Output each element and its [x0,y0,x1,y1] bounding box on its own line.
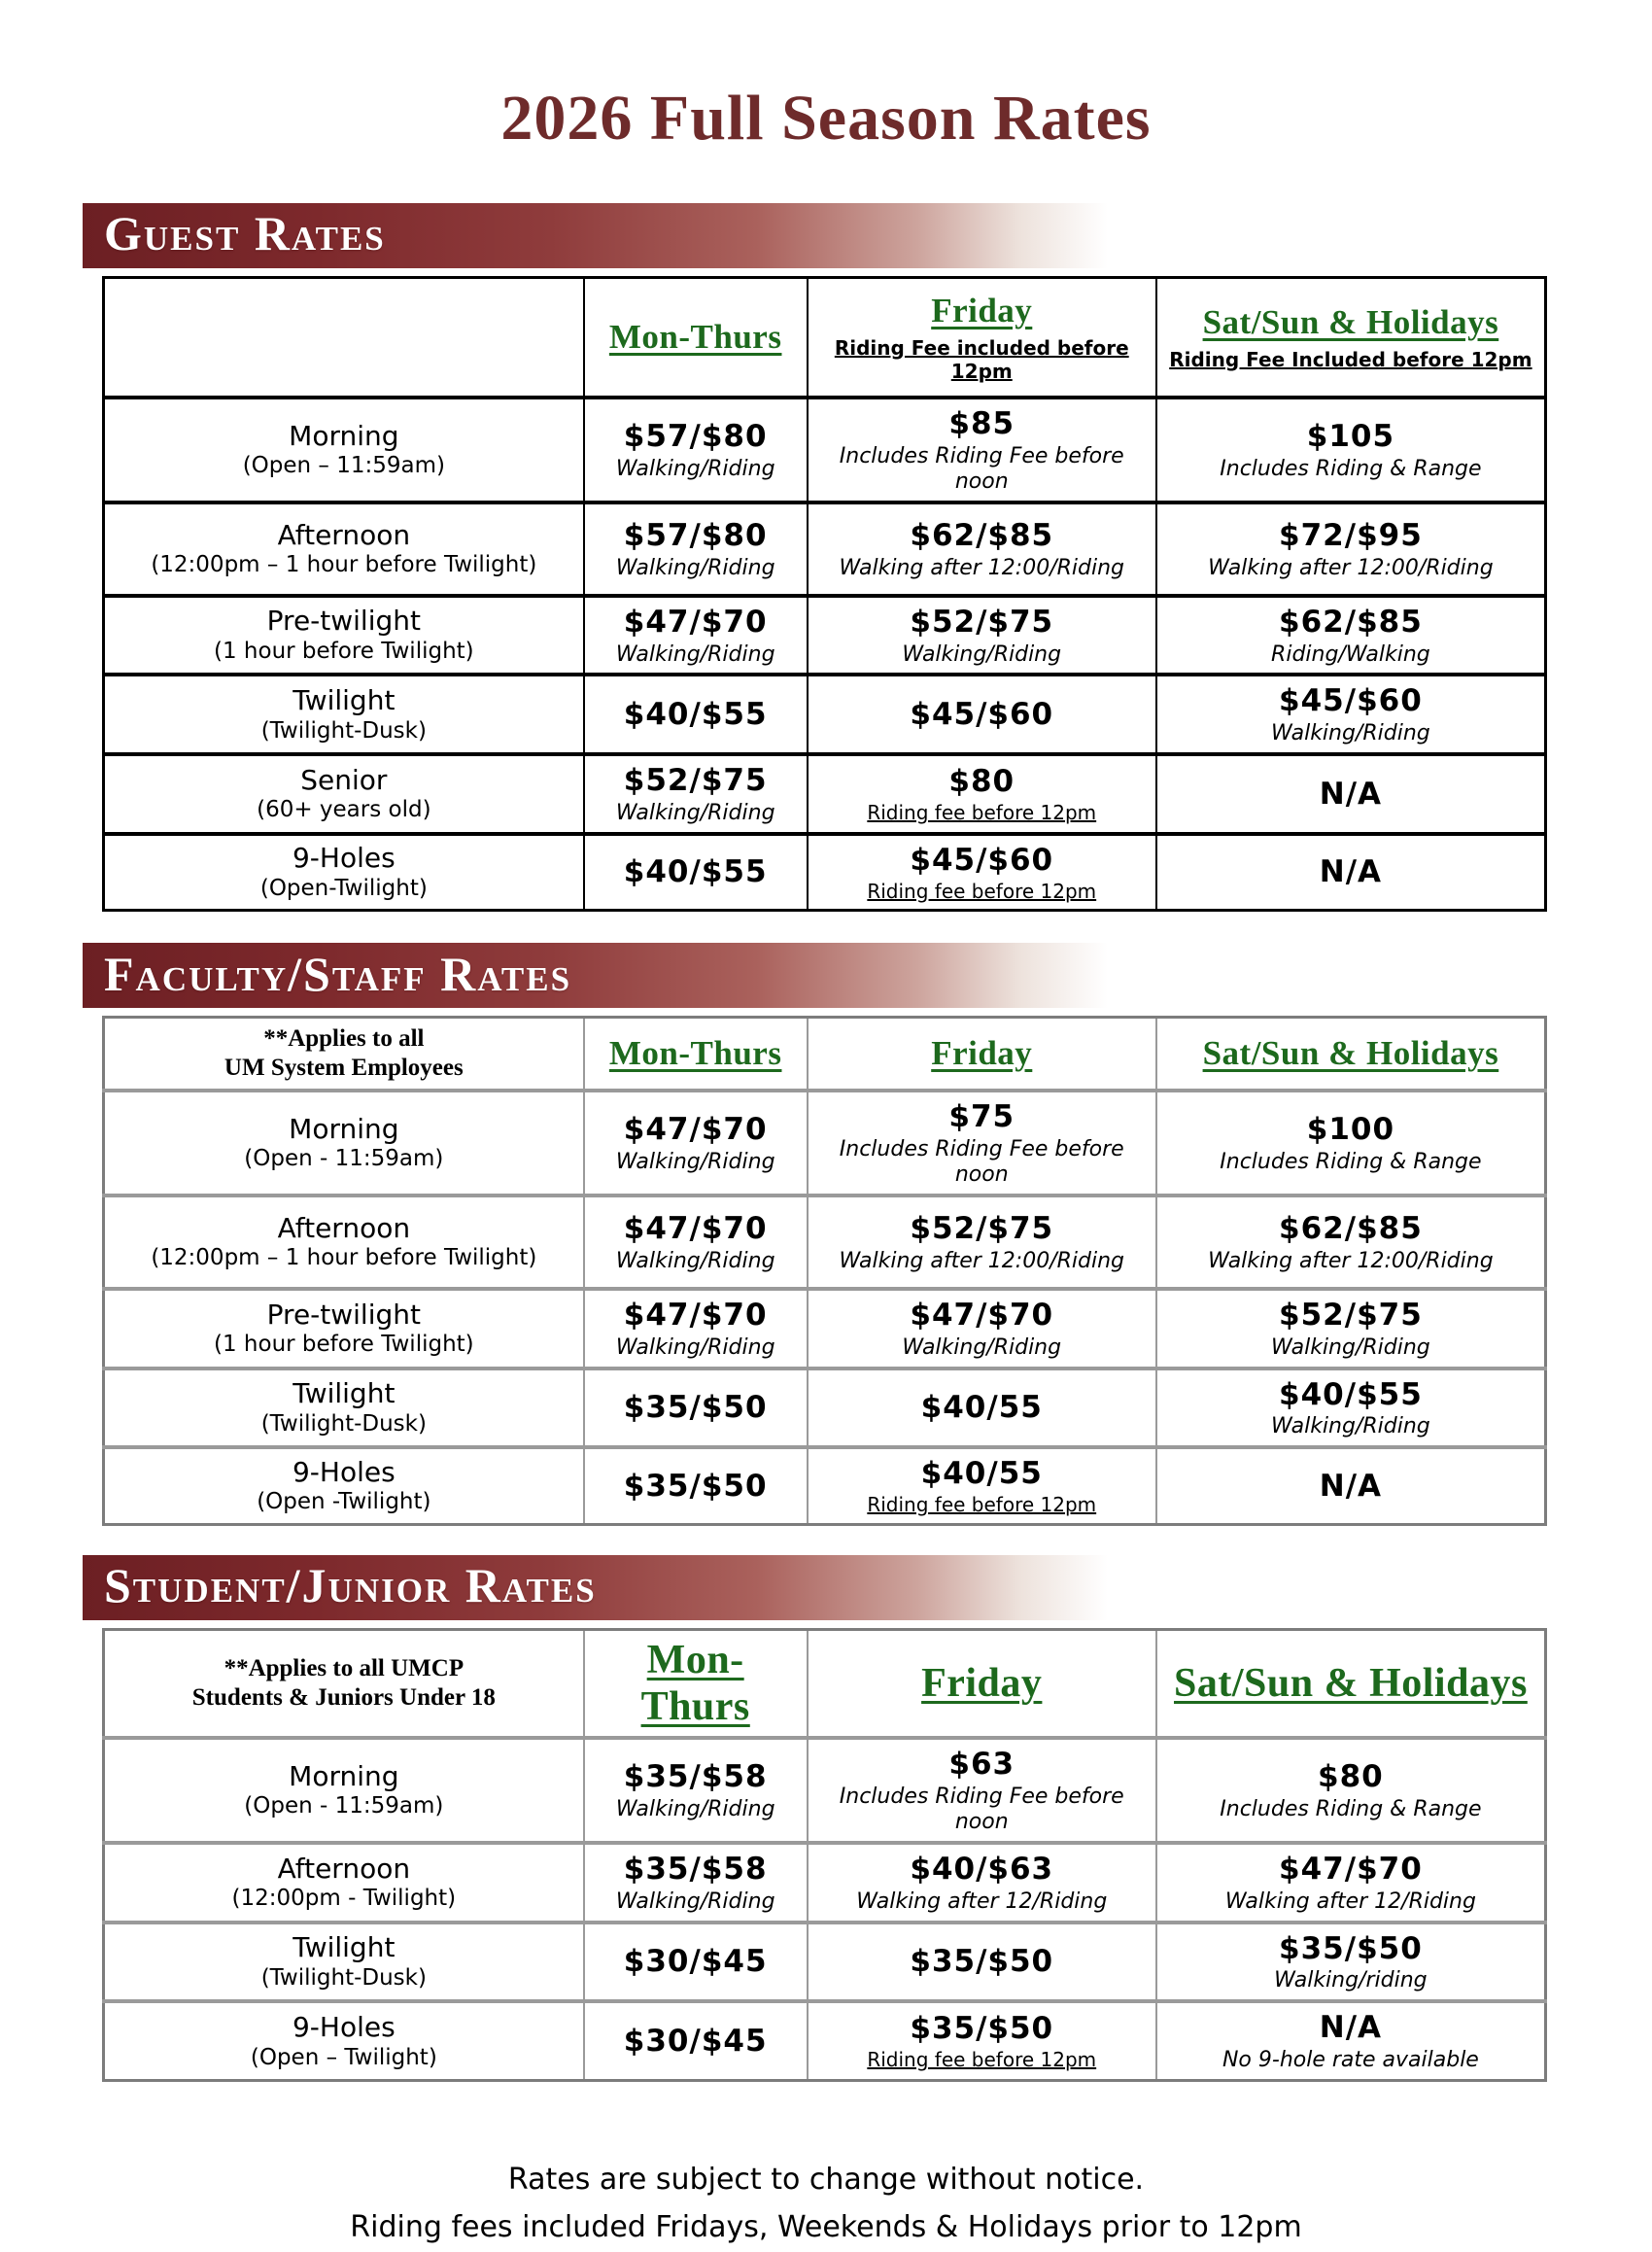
row-label-cell [104,2001,584,2080]
rate-cell [1156,1923,1546,2002]
rate-price: $75 [948,1099,1015,1135]
row-label: 9-Holes [292,842,396,875]
rate-note: Walking/Riding [1271,1414,1430,1439]
column-header-label: Mon-Thurs [608,317,782,356]
rate-note: Walking after 12/Riding [1224,1888,1476,1914]
corner-cell [104,1018,584,1091]
column-header-label: Sat/Sun & Holidays [1202,1034,1499,1073]
rate-note: Includes Riding & Range [1220,1149,1482,1174]
rate-note: Riding fee before 12pm [867,1493,1097,1517]
rate-cell [808,834,1156,911]
rate-price: $35/$50 [910,1944,1054,1980]
rate-price: $80 [948,764,1015,800]
row-label-cell [104,1447,584,1524]
rate-note: Walking/Riding [615,555,775,580]
rate-note: Walking/Riding [902,1334,1062,1360]
rate-price: N/A [1319,1468,1383,1504]
rate-price: $62/$85 [1279,604,1423,640]
corner-text: Students & Juniors Under 18 [191,1683,496,1711]
rate-cell [1156,596,1546,676]
row-label: Pre-twilight [266,605,421,638]
rate-cell [808,1369,1156,1448]
rate-row-twilight [104,1369,1546,1448]
rate-price: $30/$45 [623,1944,768,1980]
row-label-cell [104,1843,584,1923]
rate-price: $52/$75 [1279,1297,1423,1333]
column-header-label: Sat/Sun & Holidays [1174,1660,1528,1706]
rate-cell [808,1091,1156,1195]
corner-cell [104,1629,584,1738]
rate-cell [584,1843,808,1923]
rate-row-pre-twilight [104,1289,1546,1369]
row-label-cell [104,398,584,502]
rate-cell [584,502,808,596]
row-label: 9-Holes [292,2010,396,2043]
rate-cell [584,398,808,502]
column-header-label: Friday [921,1660,1043,1706]
column-header-subnote: Riding Fee Included before 12pm [1169,347,1532,371]
rate-note: Walking/Riding [615,1334,775,1360]
section-banner-faculty [83,943,1547,1008]
rate-note: No 9-hole rate available [1222,2048,1479,2073]
rate-row-morning [104,1091,1546,1195]
rate-cell [1156,675,1546,754]
rate-cell [808,754,1156,834]
rate-price: $57/$80 [623,419,768,455]
rate-price: $40/$55 [1279,1376,1423,1412]
rate-cell [808,502,1156,596]
rate-cell [1156,1738,1546,1843]
section-student [83,1555,1547,2082]
column-header-sat-sun-holidays [1156,1018,1546,1091]
section-guest [83,203,1547,913]
rate-note: Includes Riding & Range [1220,456,1482,481]
rate-cell [808,1843,1156,1923]
row-sublabel: (12:00pm – 1 hour before Twilight) [151,1245,537,1271]
rate-note: Walking/Riding [615,456,775,481]
rate-price: $62/$85 [910,517,1054,553]
rate-note: Riding fee before 12pm [867,879,1097,903]
corner-text: UM System Employees [224,1055,464,1082]
row-label: Twilight [293,684,396,717]
rate-price: $40/$55 [623,696,768,732]
rate-note: Includes Riding & Range [1220,1796,1482,1821]
rate-row-twilight [104,675,1546,754]
rate-price: $63 [948,1747,1015,1783]
row-label-cell [104,754,584,834]
rates-table-guest [102,276,1547,913]
rate-cell [808,596,1156,676]
rate-note: Walking/Riding [615,1248,775,1273]
rate-note: Includes Riding Fee before noon [839,1136,1124,1187]
rate-cell [584,1923,808,2002]
rate-price: $47/$70 [910,1297,1054,1333]
rate-note: Walking/Riding [1271,721,1430,746]
rate-price: $35/$50 [910,2011,1054,2047]
rates-page [0,83,1652,2245]
rate-cell [1156,834,1546,911]
row-label: Twilight [293,1377,396,1410]
rate-note: Includes Riding Fee before noon [839,443,1124,494]
rate-row-afternoon [104,1843,1546,1923]
row-label-cell [104,596,584,676]
row-label: Pre-twilight [266,1298,421,1331]
column-header-label: Sat/Sun & Holidays [1202,302,1499,341]
row-label-cell [104,1738,584,1843]
rate-row-9-holes [104,1447,1546,1524]
rate-price: $35/$50 [1279,1930,1423,1966]
rate-row-afternoon [104,502,1546,596]
rate-price: $47/$70 [623,1112,768,1148]
rate-price: N/A [1319,854,1383,890]
rate-cell [808,398,1156,502]
rate-price: $52/$75 [910,604,1054,640]
rate-cell [1156,1091,1546,1195]
rate-price: $85 [948,406,1015,442]
column-header-label: Mon-Thurs [608,1034,782,1073]
section-banner-guest [83,203,1547,268]
row-sublabel: (Open -Twilight) [257,1489,431,1515]
column-header-sat-sun-holidays [1156,1629,1546,1738]
page-title: 2026 Full Season Rates [500,83,1152,154]
row-label: Senior [300,763,388,796]
table-header-row [104,1629,1546,1738]
rate-cell [808,675,1156,754]
rate-cell [584,1369,808,1448]
column-header-sat-sun-holidays [1156,277,1546,398]
section-title-student: Student/Junior Rates [104,1558,597,1613]
row-sublabel: (12:00pm - Twilight) [231,1886,457,1912]
column-header-friday [808,1629,1156,1738]
corner-text: **Applies to all UMCP [224,1654,465,1681]
rate-cell [1156,1195,1546,1289]
row-label-cell [104,1195,584,1289]
column-header-label: Friday [931,291,1033,329]
rate-price: $30/$45 [623,2023,768,2059]
rate-cell [808,1923,1156,2002]
section-title-guest: Guest Rates [104,206,386,261]
rate-price: $52/$75 [623,763,768,799]
rate-cell [808,1195,1156,1289]
section-faculty [83,943,1547,1525]
rate-cell [1156,502,1546,596]
row-label-cell [104,1091,584,1195]
rate-note: Riding fee before 12pm [867,2048,1097,2072]
rate-note: Walking/Riding [615,1796,775,1821]
rate-price: $35/$50 [623,1390,768,1426]
rate-price: $72/$95 [1279,517,1423,553]
rate-price: $47/$70 [623,1297,768,1333]
rate-note: Walking/Riding [1271,1334,1430,1360]
rate-cell [584,596,808,676]
footer-line-2: Riding fees included Fridays, Weekends & Holidays prior to 12pm [350,2210,1302,2245]
rate-cell [1156,754,1546,834]
rate-price: $47/$70 [623,604,768,640]
rate-price: $47/$70 [1279,1851,1423,1887]
rates-table-faculty [102,1016,1547,1525]
row-label: Afternoon [277,518,411,551]
row-sublabel: (Open – 11:59am) [242,453,445,479]
column-header-mon-thurs [584,1018,808,1091]
row-label-cell [104,675,584,754]
rate-cell [1156,1447,1546,1524]
section-banner-student [83,1555,1547,1620]
rate-price: $40/$63 [910,1851,1054,1887]
row-sublabel: (Open-Twilight) [259,875,428,901]
rate-cell [808,1738,1156,1843]
row-label: Twilight [293,1931,396,1964]
rate-row-9-holes [104,2001,1546,2080]
rate-cell [584,1195,808,1289]
row-sublabel: (Open - 11:59am) [244,1793,444,1819]
rate-price: N/A [1319,776,1383,812]
row-label: Morning [289,419,399,452]
rate-price: $45/$60 [910,696,1054,732]
column-header-mon-thurs [584,277,808,398]
rate-cell [1156,1289,1546,1369]
rate-price: $40/$55 [623,854,768,890]
rate-note: Riding fee before 12pm [867,801,1097,825]
row-sublabel: (Twilight-Dusk) [260,717,427,744]
row-label-cell [104,1289,584,1369]
row-sublabel: (1 hour before Twilight) [214,1332,474,1358]
rate-row-9-holes [104,834,1546,911]
rate-cell [584,1738,808,1843]
row-label-cell [104,502,584,596]
rate-note: Walking after 12:00/Riding [839,1248,1125,1273]
rate-note: Includes Riding Fee before noon [839,1784,1124,1834]
rate-price: $47/$70 [623,1211,768,1246]
row-label-cell [104,834,584,911]
row-sublabel: (Twilight-Dusk) [260,1410,427,1437]
rate-price: $40/55 [920,1390,1043,1426]
rate-price: N/A [1319,2010,1383,2046]
column-header-mon-thurs [584,1629,808,1738]
rate-cell [808,1289,1156,1369]
rate-row-afternoon [104,1195,1546,1289]
rate-price: $52/$75 [910,1211,1054,1246]
rate-note: Walking/riding [1274,1968,1428,1993]
rates-table-student [102,1628,1547,2082]
rate-cell [1156,398,1546,502]
corner-text: **Applies to all [263,1025,425,1053]
rate-cell [1156,1369,1546,1448]
rate-cell [1156,1843,1546,1923]
rate-price: $40/55 [920,1456,1043,1492]
column-header-friday [808,277,1156,398]
footer-note [0,2156,1652,2252]
rate-price: $45/$60 [910,842,1054,878]
rate-price: $100 [1306,1112,1395,1148]
section-title-faculty: Faculty/Staff Rates [104,946,572,1001]
rate-row-senior [104,754,1546,834]
rate-note: Walking/Riding [615,1149,775,1174]
row-label-cell [104,1369,584,1448]
rate-row-pre-twilight [104,596,1546,676]
table-header-row [104,277,1546,398]
rate-cell [584,675,808,754]
rate-note: Walking after 12:00/Riding [839,555,1125,580]
rate-note: Walking/Riding [615,641,775,667]
rate-note: Walking after 12:00/Riding [1208,1248,1494,1273]
rate-cell [584,1447,808,1524]
rate-price: $35/$58 [623,1759,768,1795]
rate-price: $105 [1306,419,1395,455]
rate-price: $80 [1318,1759,1384,1795]
rate-cell [584,1289,808,1369]
rate-row-morning [104,1738,1546,1843]
footer-line-1: Rates are subject to change without notice. [507,2162,1145,2197]
rate-price: $35/$50 [623,1468,768,1504]
rate-note: Walking after 12:00/Riding [1208,555,1494,580]
column-header-label: Mon-Thurs [640,1637,750,1729]
corner-cell [104,277,584,398]
rate-cell [808,2001,1156,2080]
rate-price: $35/$58 [623,1851,768,1887]
rate-cell [584,754,808,834]
row-sublabel: (1 hour before Twilight) [214,639,474,665]
row-sublabel: (12:00pm – 1 hour before Twilight) [151,552,537,578]
row-label-cell [104,1923,584,2002]
row-sublabel: (60+ years old) [257,797,431,823]
rate-sections [0,203,1652,2082]
rate-cell [584,1091,808,1195]
row-sublabel: (Open - 11:59am) [244,1146,444,1172]
row-label: Afternoon [277,1211,411,1244]
row-label: 9-Holes [292,1455,396,1488]
row-label: Afternoon [277,1852,411,1885]
rate-price: $45/$60 [1279,683,1423,719]
rate-note: Walking/Riding [615,1888,775,1914]
rate-cell [1156,2001,1546,2080]
row-label: Morning [289,1112,399,1145]
row-sublabel: (Open – Twilight) [250,2044,437,2070]
column-header-label: Friday [931,1034,1033,1073]
rate-price: $57/$80 [623,517,768,553]
rate-price: $62/$85 [1279,1211,1423,1246]
rate-cell [808,1447,1156,1524]
rate-note: Walking/Riding [902,641,1062,667]
column-header-friday [808,1018,1156,1091]
rate-note: Walking after 12/Riding [856,1888,1108,1914]
rate-cell [584,834,808,911]
column-header-subnote: Riding Fee included before 12pm [834,335,1129,383]
rate-cell [584,2001,808,2080]
row-label: Morning [289,1759,399,1792]
rate-row-morning [104,398,1546,502]
table-header-row [104,1018,1546,1091]
rate-row-twilight [104,1923,1546,2002]
rate-note: Riding/Walking [1271,641,1430,667]
row-sublabel: (Twilight-Dusk) [260,1964,427,1991]
rate-note: Walking/Riding [615,800,775,825]
